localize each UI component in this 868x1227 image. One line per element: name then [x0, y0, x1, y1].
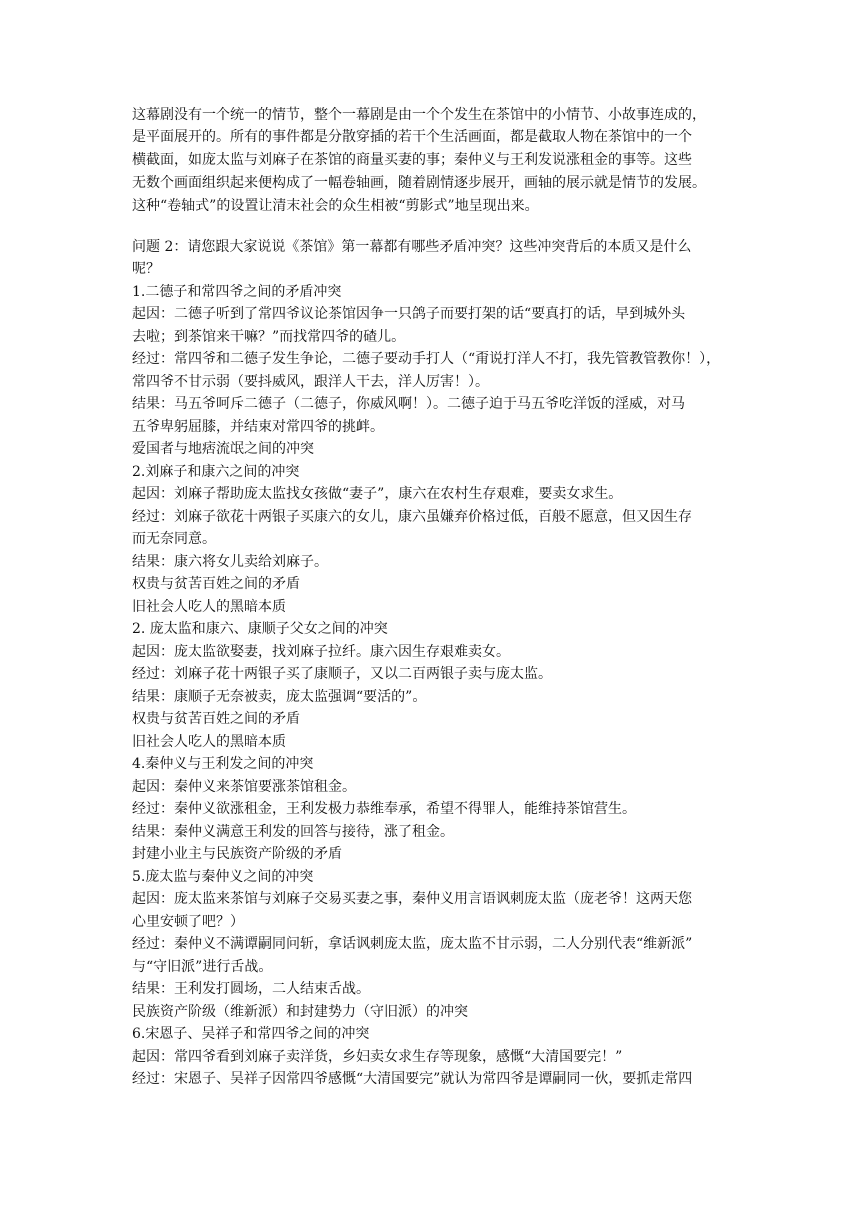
text-line: 旧社会人吃人的黑暗本质 — [132, 734, 286, 750]
text-line: 5.庞太监与秦仲义之间的冲突 — [132, 869, 314, 885]
text-line: 结果：康顺子无奈被卖，庞太监强调“要活的”。 — [132, 689, 427, 705]
text-line: 心里安顿了吧？） — [132, 914, 244, 930]
text-line: 经过：常四爷和二德子发生争论，二德子要动手打人（“甭说打洋人不打，我先管教管教你！）， — [132, 351, 721, 367]
text-line: 2.刘麻子和康六之间的冲突 — [132, 464, 300, 480]
text-line: 而无奈同意。 — [132, 531, 216, 547]
text-line: 与“守旧派”进行舌战。 — [132, 959, 273, 975]
text-line: 结果：马五爷呵斥二德子（二德子，你威风啊！）。二德子迫于马五爷吃洋饭的淫威，对马 — [132, 396, 685, 412]
text-line: 1.二德子和常四爷之间的矛盾冲突 — [132, 284, 342, 300]
text-line: 权贵与贫苦百姓之间的矛盾 — [132, 711, 300, 727]
text-line: 这幕剧没有一个统一的情节，整个一幕剧是由一个个发生在茶馆中的小情节、小故事连成的， — [132, 107, 706, 123]
text-line: 起因：秦仲义来茶馆要涨茶馆租金。 — [132, 779, 356, 795]
text-line: 去啦；到茶馆来干嘛？”而找常四爷的碴儿。 — [132, 329, 406, 345]
text-line: 6.宋恩子、吴祥子和常四爷之间的冲突 — [132, 1026, 370, 1042]
text-line: 封建小业主与民族资产阶级的矛盾 — [132, 846, 342, 862]
text-line: 起因：庞太监欲娶妻，找刘麻子拉纤。康六因生存艰难卖女。 — [132, 644, 510, 660]
text-line: 呢？ — [132, 261, 160, 277]
text-line: 五爷卑躬屈膝，并结束对常四爷的挑衅。 — [132, 419, 384, 435]
text-line: 爱国者与地痞流氓之间的冲突 — [132, 441, 314, 457]
text-line: 经过：秦仲义欲涨租金，王利发极力恭维奉承，希望不得罪人，能维持茶馆营生。 — [132, 801, 636, 817]
text-line: 2. 庞太监和康六、康顺子父女之间的冲突 — [132, 621, 388, 637]
text-line: 起因：刘麻子帮助庞太监找女孩做“妻子”，康六在农村生存艰难，要卖女求生。 — [132, 486, 623, 502]
text-line: 结果：王利发打圆场，二人结束舌战。 — [132, 981, 370, 997]
text-line: 经过：刘麻子欲花十两银子买康六的女儿，康六虽嫌弃价格过低，百般不愿意，但又因生存 — [132, 509, 692, 525]
text-line: 起因：庞太监来茶馆与刘麻子交易买妻之事，秦仲义用言语讽刺庞太监（庞老爷！这两天您 — [132, 891, 692, 907]
text-line: 旧社会人吃人的黑暗本质 — [132, 599, 286, 615]
text-line: 结果：康六将女儿卖给刘麻子。 — [132, 554, 328, 570]
text-line: 问题 2：请您跟大家说说《茶馆》第一幕都有哪些矛盾冲突？这些冲突背后的本质又是什么 — [132, 239, 692, 255]
text-line: 经过：刘麻子花十两银子买了康顺子，又以二百两银子卖与庞太监。 — [132, 666, 552, 682]
text-line: 这种“卷轴式”的设置让清末社会的众生相被“剪影式”地呈现出来。 — [132, 198, 539, 214]
text-line: 权贵与贫苦百姓之间的矛盾 — [132, 576, 300, 592]
text-line: 4.秦仲义与王利发之间的冲突 — [132, 756, 314, 772]
text-line: 无数个画面组织起来便构成了一幅卷轴画，随着剧情逐步展开，画轴的展示就是情节的发展。 — [132, 175, 706, 191]
text-line: 起因：常四爷看到刘麻子卖洋货，乡妇卖女求生存等现象，感慨“大清国要完！” — [132, 1049, 623, 1065]
text-line: 结果：秦仲义满意王利发的回答与接待，涨了租金。 — [132, 824, 454, 840]
text-line: 经过：秦仲义不满谭嗣同问斩，拿话讽刺庞太监，庞太监不甘示弱，二人分别代表“维新派” — [132, 936, 693, 952]
text-line: 民族资产阶级（维新派）和封建势力（守旧派）的冲突 — [132, 1004, 468, 1020]
text-line: 常四爷不甘示弱（要抖威风，跟洋人干去，洋人厉害！）。 — [132, 374, 489, 390]
text-line: 横截面，如庞太监与刘麻子在茶馆的商量买妻的事；秦仲义与王利发说涨租金的事等。这些 — [132, 152, 692, 168]
text-line: 经过：宋恩子、吴祥子因常四爷感慨“大清国要完”就认为常四爷是谭嗣同一伙，要抓走常四 — [132, 1071, 693, 1087]
text-line: 起因：二德子听到了常四爷议论茶馆因争一只鸽子而要打架的话“要真打的话，早到城外头 — [132, 306, 686, 322]
text-line: 是平面展开的。所有的事件都是分散穿插的若干个生活画面，都是截取人物在茶馆中的一个 — [132, 129, 692, 145]
